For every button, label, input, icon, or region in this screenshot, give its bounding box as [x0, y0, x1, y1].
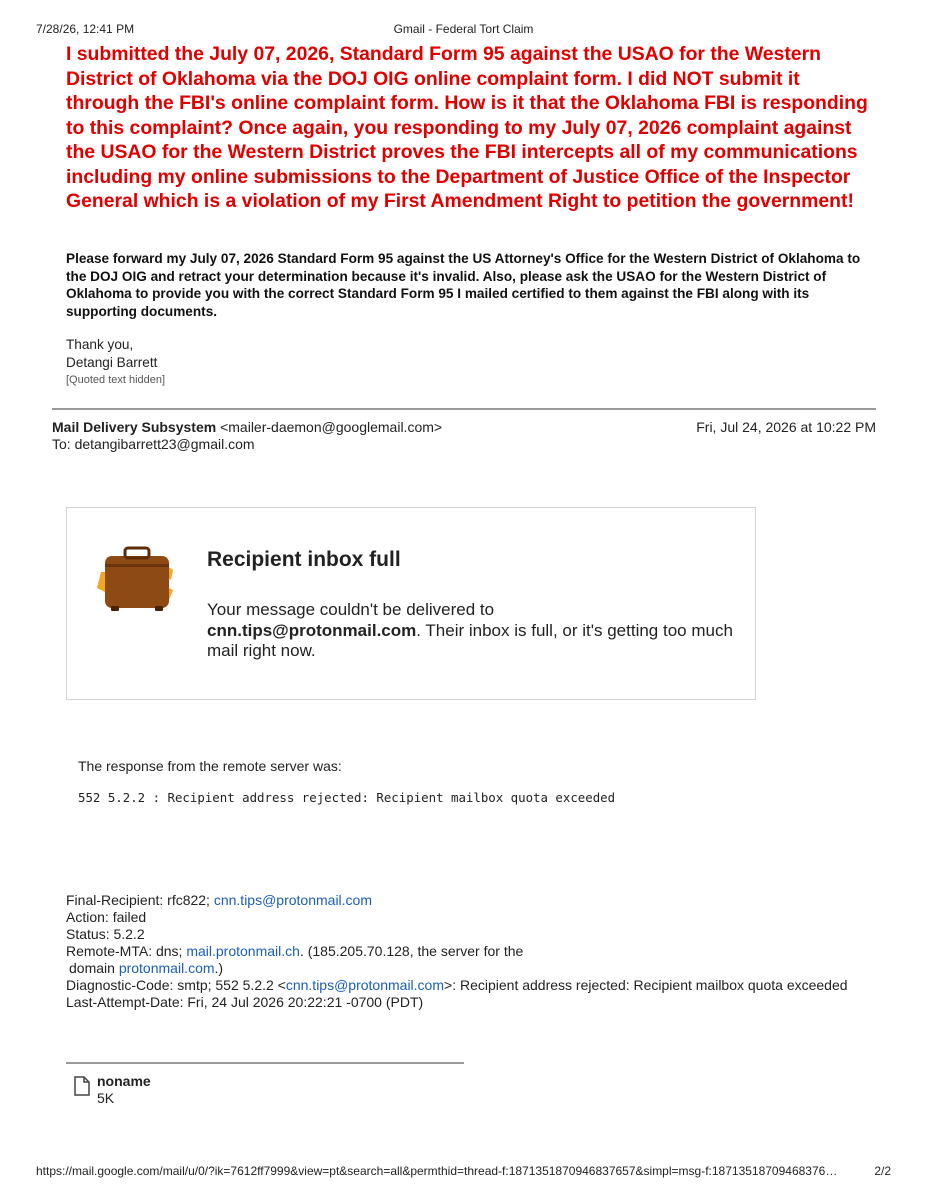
signature-text: Detangi Barrett	[66, 355, 158, 370]
quoted-text-hidden-link[interactable]: [Quoted text hidden]	[66, 374, 166, 386]
message-divider	[52, 408, 876, 410]
print-title: Gmail - Federal Tort Claim	[393, 22, 534, 36]
action-row: Action: failed	[66, 909, 147, 925]
recipient-line: To: detangibarrett23@gmail.com	[52, 436, 255, 452]
bounce-title: Recipient inbox full	[207, 548, 401, 571]
print-date: 7/28/26, 12:41 PM	[36, 22, 135, 36]
status-row: Status: 5.2.2	[66, 926, 145, 942]
quoted-red-paragraph: I submitted the July 07, 2026, Standard Form 95 against the USAO for the Western District of Oklahoma via the DOJ OIG online complaint form. I did NOT submit it through the FBI's online complaint form. How is it that the Oklahoma FBI is responding to this complaint? Once again, you responding to my July 07, 2026 complaint against the USAO for the Western District proves the FBI intercepts all of my communications including my online submissions to the Department of Justice Office of the Inspector General which is a violation of my First Amendment Right to petition the government!	[66, 43, 868, 212]
closing-text: Thank you,	[66, 337, 134, 352]
bounce-body	[207, 600, 747, 662]
bounce-body-prefix: Your message couldn't be delivered to	[207, 600, 495, 619]
domain-link[interactable]: protonmail.com	[118, 960, 215, 976]
remote-mta-row	[66, 943, 866, 960]
domain-suffix: .)	[214, 960, 224, 976]
remote-response-label: The response from the remote server was:	[78, 758, 342, 774]
signoff	[66, 336, 165, 388]
sender-email: <mailer-daemon@googlemail.com>	[220, 419, 443, 435]
bounce-notice-card	[66, 507, 756, 700]
sender-name: Mail Delivery Subsystem	[52, 419, 217, 435]
remote-mta-suffix: . (185.205.70.128, the server for the	[299, 943, 524, 959]
diagnostic-email-link[interactable]: cnn.tips@protonmail.com	[285, 977, 445, 993]
final-recipient-row	[66, 892, 866, 909]
diagnostic-prefix: Diagnostic-Code: smtp; 552 5.2.2 <	[66, 977, 286, 993]
diagnostic-suffix: >: Recipient address rejected: Recipient mailbox quota exceeded	[444, 977, 848, 993]
quoted-black-paragraph: Please forward my July 07, 2026 Standard Form 95 against the US Attorney's Office for the Western District of Oklahoma to the DOJ OIG and retract your determination because it's invalid. Also, please ask the USAO for the Western District of Oklahoma to provide you with the correct Standard Form 95 I mailed certified to them against the FBI along with its supporting documents.	[66, 251, 861, 319]
message-date: Fri, Jul 24, 2026 at 10:22 PM	[696, 419, 876, 435]
print-url: https://mail.google.com/mail/u/0/?ik=7612ff7999&view=pt&search=all&permthid=thread-f:1871351870946837657&simpl=msg-f:18713518709468376…	[36, 1164, 838, 1178]
delivery-status-notification	[66, 892, 866, 1011]
final-recipient-label: Final-Recipient: rfc822;	[66, 892, 210, 908]
remote-response-code: 552 5.2.2 : Recipient address rejected: Recipient mailbox quota exceeded	[78, 790, 616, 805]
domain-prefix: domain	[69, 960, 115, 976]
message-header	[52, 419, 876, 453]
page-number: 2/2	[874, 1164, 891, 1178]
bounce-recipient: cnn.tips@protonmail.com	[207, 620, 417, 640]
attachment-size: 5K	[97, 1090, 115, 1106]
bounce-body-suffix: . Their inbox is full, or it's getting too much mail right now.	[207, 620, 733, 660]
remote-mta-link[interactable]: mail.protonmail.ch	[186, 943, 300, 959]
print-header	[36, 22, 891, 38]
diagnostic-row	[66, 977, 866, 994]
domain-row	[66, 960, 866, 977]
attachment-name[interactable]: noname	[97, 1073, 151, 1089]
final-recipient-link[interactable]: cnn.tips@protonmail.com	[213, 892, 373, 908]
file-icon[interactable]	[74, 1076, 90, 1096]
remote-mta-label: Remote-MTA: dns;	[66, 943, 183, 959]
suitcase-icon	[97, 546, 177, 612]
last-attempt-row: Last-Attempt-Date: Fri, 24 Jul 2026 20:22:21 -0700 (PDT)	[66, 994, 424, 1010]
attachment-divider	[66, 1062, 464, 1064]
